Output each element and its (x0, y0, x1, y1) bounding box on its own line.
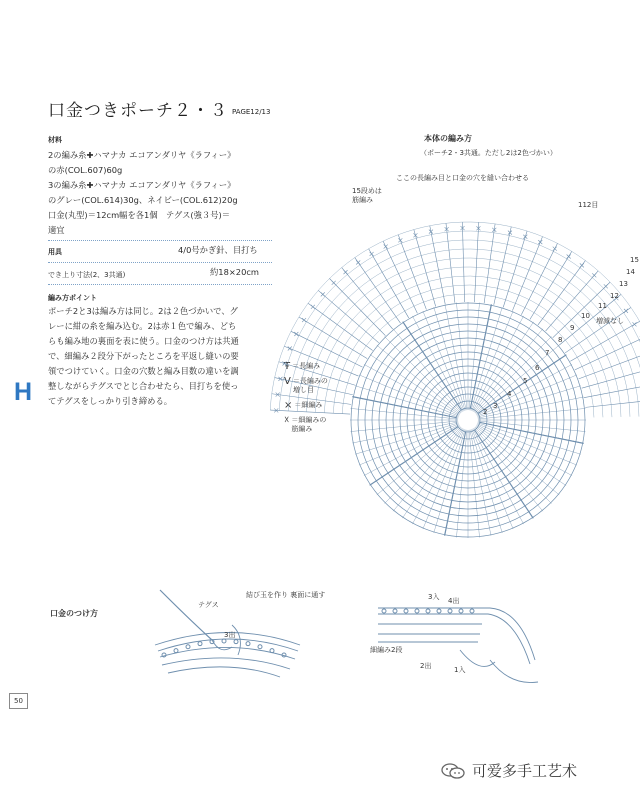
label-3-out: 3出 (224, 631, 236, 639)
legend-label: ＝長編み (292, 362, 321, 370)
label-tegusu: テグス (198, 601, 219, 609)
round-label: 13 (619, 280, 628, 288)
round-label: 7 (545, 349, 550, 357)
label-3-in: 3入 (428, 593, 440, 601)
points-line: で、細編み２段分下がったところを平返し縫いの要 (48, 351, 239, 361)
materials-block (48, 148, 238, 238)
points-block (48, 304, 239, 409)
title-text: 口金つきポーチ２・３ (48, 101, 228, 121)
size-value: 約18×20cm (210, 267, 260, 277)
wechat-icon (440, 762, 466, 780)
page-title (48, 96, 270, 121)
label-2-out: 2出 (420, 662, 432, 670)
label-no-increase: 増減なし (596, 317, 624, 325)
points-line: レーに紺の糸を編み込む。2は赤１色で編み、どち (48, 321, 237, 331)
materials-line: の赤(COL.607)60g (48, 165, 123, 175)
clasp-illustration-2 (370, 590, 540, 690)
label-round-15: 15段めは 筋編み (352, 187, 382, 204)
legend-symbol: V (284, 376, 291, 387)
body-diagram-note: ここの長編み目と口金の穴を縫い合わせる (396, 174, 529, 182)
size-heading: でき上り寸法(2、3共通) (48, 271, 126, 279)
round-label: 6 (535, 364, 540, 372)
label-2-rows: 細編み2段 (370, 646, 403, 654)
section-letter: H (14, 378, 33, 406)
legend-label: ＝細編みの 筋編み (291, 416, 327, 433)
divider (48, 284, 272, 285)
tools-value: 4/0号かぎ針、目打ち (178, 245, 258, 255)
round-label: 11 (598, 302, 607, 310)
round-label: 4 (507, 390, 512, 398)
crochet-chart (285, 190, 640, 550)
points-line: 領でつけていく。口金の穴数と編み目数の違いを調 (48, 366, 239, 376)
points-heading: 編み方ポイント (48, 294, 97, 302)
legend-symbol: ☓ (284, 415, 290, 426)
watermark (440, 760, 577, 781)
round-label: 3 (493, 402, 498, 410)
round-label: 10 (581, 312, 590, 320)
round-label: 8 (558, 336, 563, 344)
round-label: 9 (570, 324, 575, 332)
points-line: 整しながらテグスでとじ合わせたら、目打ちを使っ (48, 381, 239, 391)
round-label: 12 (610, 292, 619, 300)
page-ref: PAGE12/13 (232, 108, 271, 116)
body-diagram-heading: 本体の編み方 (424, 134, 472, 143)
materials-heading: 材料 (48, 136, 62, 144)
legend-label: ＝細編み (294, 401, 323, 409)
divider (48, 262, 272, 263)
legend-symbol: Ŧ (284, 361, 291, 372)
materials-line: 口金(丸型)＝12cm幅を各1個 テグス(強３号)＝ (48, 210, 231, 220)
clasp-illustration-1 (150, 585, 326, 685)
label-112-stitches: 112目 (578, 201, 599, 209)
materials-line: のグレー(COL.614)30g、ネイビー(COL.612)20g (48, 195, 238, 205)
divider (48, 240, 272, 241)
round-label: 2 (483, 408, 488, 416)
round-label: 5 (523, 377, 528, 385)
tools-heading: 用具 (48, 248, 62, 256)
watermark-text: 可爱多手工艺术 (472, 762, 578, 780)
points-line: ポーチ2と3は編み方は同じ。2は２色づかいで、グ (48, 306, 238, 316)
clasp-heading: 口金のつけ方 (50, 609, 98, 618)
label-knot: 結び玉を作り 裏面に通す (246, 591, 326, 599)
label-1-in: 1入 (454, 666, 466, 674)
materials-line: 3の編み糸✚ハマナカ エコアンダリヤ《ラフィー》 (48, 180, 236, 190)
legend-symbol: × (284, 400, 293, 411)
points-line: らも編み地の裏面を表に使う。口金のつけ方は共通 (48, 336, 239, 346)
body-diagram-subheading: （ポーチ2・3共通。ただし2は2色づかい） (420, 149, 557, 157)
label-4-out: 4出 (448, 597, 460, 605)
materials-line: 2の編み糸✚ハマナカ エコアンダリヤ《ラフィー》 (48, 150, 236, 160)
page-number: 50 (9, 693, 28, 709)
legend-label: ＝長編みの 増し目 (292, 377, 328, 394)
points-line: てテグスをしっかり引き締める。 (48, 396, 173, 406)
round-label: 14 (626, 268, 635, 276)
materials-line: 適宜 (48, 225, 65, 235)
round-label: 15 (630, 256, 639, 264)
